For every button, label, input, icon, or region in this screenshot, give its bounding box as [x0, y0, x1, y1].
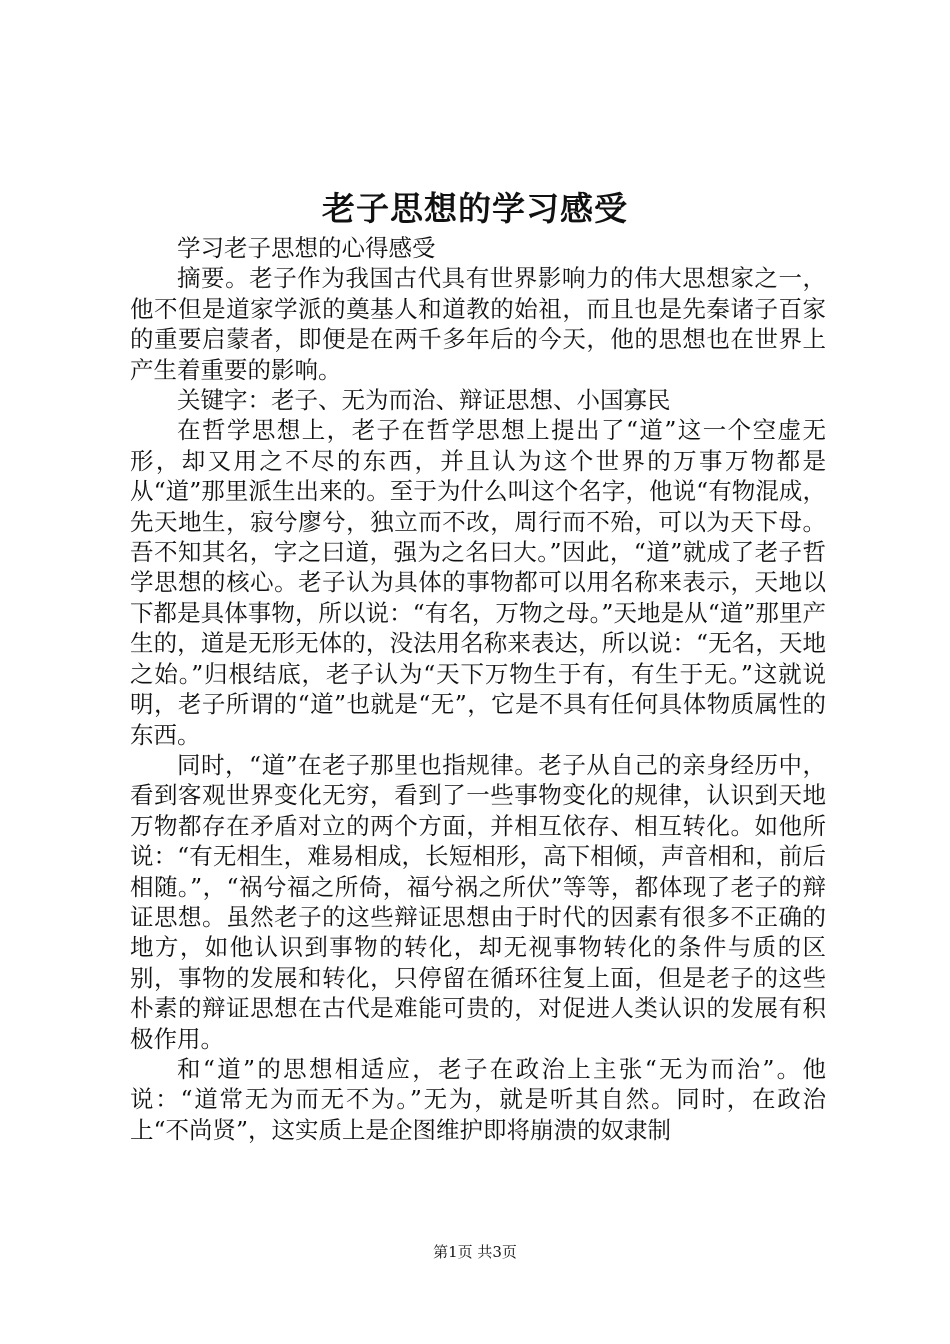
page-number-footer: 第1页 共3页	[433, 1243, 517, 1261]
body-paragraph: 同时，“道”在老子那里也指规律。老子从自己的亲身经历中，看到客观世界变化无穷，看到了一些事物变化的规律，认识到天地万物都存在矛盾对立的两个方面，并相互依存、相互转化。如他所说：“有无相生，难易相成，长短相形，高下相倾，声音相和，前后相随。”，“祸兮福之所倚，福兮祸之所伏”等等，都体现了老子的辩证思想。虽然老子的这些辩证思想由于时代的因素有很多不正确的地方，如他认识到事物的转化，却无视事物转化的条件与质的区别，事物的发展和转化，只停留在循环往复上面，但是老子的这些朴素的辩证思想在古代是难能可贵的，对促进人类认识的发展有积极作用。	[130, 750, 826, 1053]
abstract-paragraph: 摘要。老子作为我国古代具有世界影响力的伟大思想家之一，他不但是道家学派的奠基人和道教的始祖，而且也是先秦诸子百家的重要启蒙者，即便是在两千多年后的今天，他的思想也在世界上产生着重要的影响。	[130, 264, 826, 384]
document-body	[130, 233, 826, 1145]
keywords-paragraph: 关键字：老子、无为而治、辩证思想、小国寡民	[177, 386, 671, 415]
subtitle-paragraph: 学习老子思想的心得感受	[177, 234, 436, 262]
document-title: 老子思想的学习感受	[322, 189, 628, 228]
body-paragraph: 在哲学思想上，老子在哲学思想上提出了“道”这一个空虚无形，却又用之不尽的东西，并且认为这个世界的万事万物都是从“道”那里派生出来的。至于为什么叫这个名字，他说“有物混成，先天地生，寂兮廖兮，独立而不改，周行而不殆，可以为天下母。吾不知其名，字之曰道，强为之名曰大。”因此，“道”就成了老子哲学思想的核心。老子认为具体的事物都可以用名称来表示，天地以下都是具体事物，所以说：“有名，万物之母。”天地是从“道”那里产生的，道是无形无体的，没法用名称来表达，所以说：“无名，天地之始。”归根结底，老子认为“天下万物生于有，有生于无。”这就说明，老子所谓的“道”也就是“无”，它是不具有任何具体物质属性的东西。	[130, 416, 826, 749]
body-paragraph: 和“道”的思想相适应，老子在政治上主张“无为而治”。他说：“道常无为而无不为。”无为，就是听其自然。同时，在政治上“不尚贤”，这实质上是企图维护即将崩溃的奴隶制	[130, 1054, 826, 1144]
